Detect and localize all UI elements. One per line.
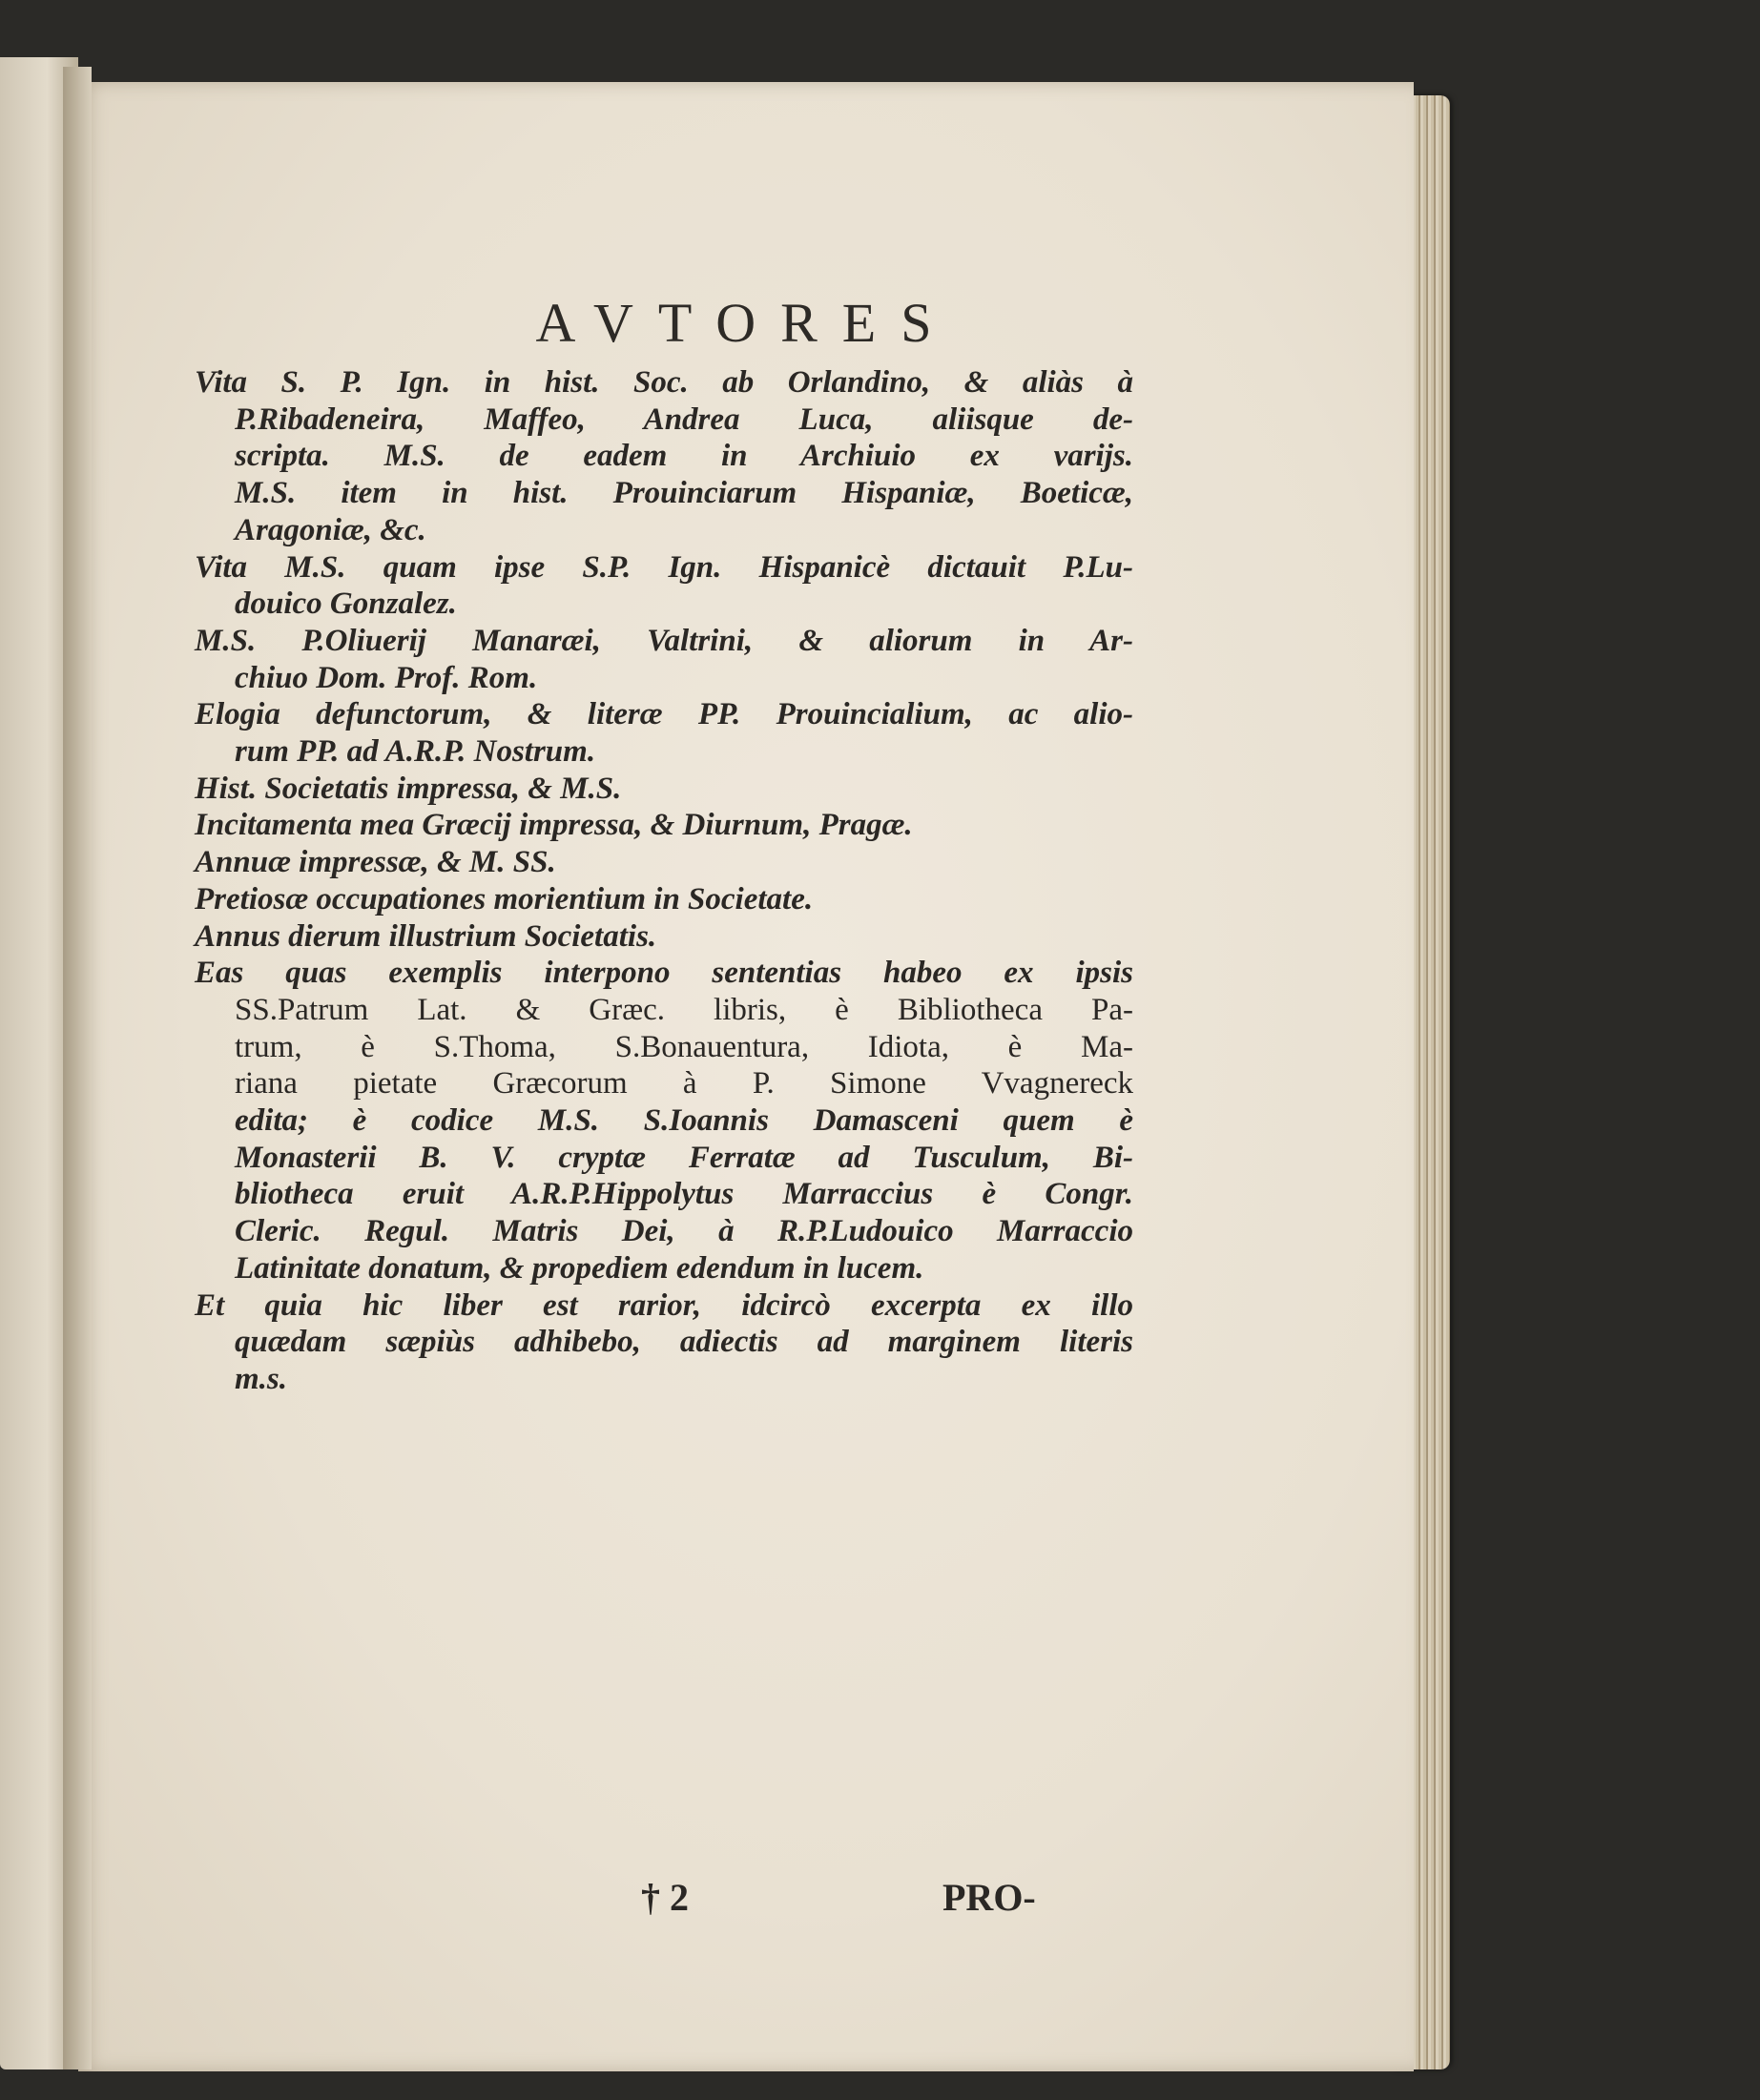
text-line: trum, è S.Thoma, S.Bonauentura, Idiota, è Ma- (235, 1029, 1133, 1064)
author-list (195, 364, 1133, 1398)
author-entry (195, 549, 1133, 623)
text-line: P.Ribadeneira, Maffeo, Andrea Luca, aliisque de- (235, 401, 1133, 437)
author-entry (195, 955, 1133, 1287)
author-entry (195, 807, 1133, 844)
text-line: Elogia defunctorum, & literæ PP. Prouincialium, ac alio- (195, 697, 1133, 732)
text-line: chiuo Dom. Prof. Rom. (235, 660, 538, 695)
text-line: edita; è codice M.S. S.Ioannis Damasceni quem è (235, 1103, 1133, 1139)
text-line: quædam sæpiùs adhibebo, adiectis ad marginem literis (235, 1325, 1133, 1360)
text-line: Cleric. Regul. Matris Dei, à R.P.Ludouico Marraccio (235, 1214, 1133, 1249)
book-page (78, 82, 1414, 2071)
text-line: Incitamenta mea Græcij impressa, & Diurnum, Pragæ. (195, 808, 913, 843)
book-gutter (63, 67, 92, 2069)
author-entry (195, 623, 1133, 696)
catchword: PRO- (942, 1876, 1036, 1919)
text-line: Monasterii B. V. cryptæ Ferratæ ad Tusculum, Bi- (235, 1140, 1133, 1175)
page-title: AVTORES (535, 291, 957, 354)
text-line: Vita S. P. Ign. in hist. Soc. ab Orlandino, & aliàs à (195, 365, 1133, 400)
text-line: Eas quas exemplis interpono sententias habeo ex ipsis (195, 956, 1133, 991)
text-line: M.S. P.Oliuerij Manaræi, Valtrini, & aliorum in Ar- (195, 623, 1133, 658)
text-line: Latinitate donatum, & propediem edendum in lucem. (235, 1250, 924, 1286)
author-entry (195, 881, 1133, 918)
author-entry (195, 771, 1133, 808)
author-entry (195, 364, 1133, 549)
author-entry (195, 1287, 1133, 1398)
text-line: Hist. Societatis impressa, & M.S. (195, 771, 622, 806)
text-line: Aragoniæ, &c. (235, 512, 426, 547)
text-line: riana pietate Græcorum à P. Simone Vvagnereck (235, 1066, 1133, 1101)
author-entry (195, 844, 1133, 881)
text-line: scripta. M.S. de eadem in Archiuio ex varijs. (235, 439, 1133, 474)
text-line: Vita M.S. quam ipse S.P. Ign. Hispanicè dictauit P.Lu- (195, 549, 1133, 585)
author-entry (195, 696, 1133, 770)
text-line: Annuæ impressæ, & M. SS. (195, 845, 556, 880)
text-line: rum PP. ad A.R.P. Nostrum. (235, 734, 596, 770)
text-line: bliotheca eruit A.R.P.Hippolytus Marraccius è Congr. (235, 1177, 1133, 1212)
text-line: Pretiosæ occupationes morientium in Societate. (195, 881, 814, 916)
text-line: M.S. item in hist. Prouinciarum Hispaniæ, Boeticæ, (235, 476, 1133, 511)
text-line: Annus dierum illustrium Societatis. (195, 918, 657, 954)
author-entry (195, 918, 1133, 956)
text-line: Et quia hic liber est rarior, idcircò excerpta ex illo (195, 1287, 1133, 1323)
text-line: SS.Patrum Lat. & Græc. libris, è Bibliotheca Pa- (235, 992, 1133, 1027)
signature-mark: † 2 (641, 1876, 689, 1919)
text-line: douico Gonzalez. (235, 587, 457, 622)
text-line: m.s. (235, 1361, 288, 1396)
